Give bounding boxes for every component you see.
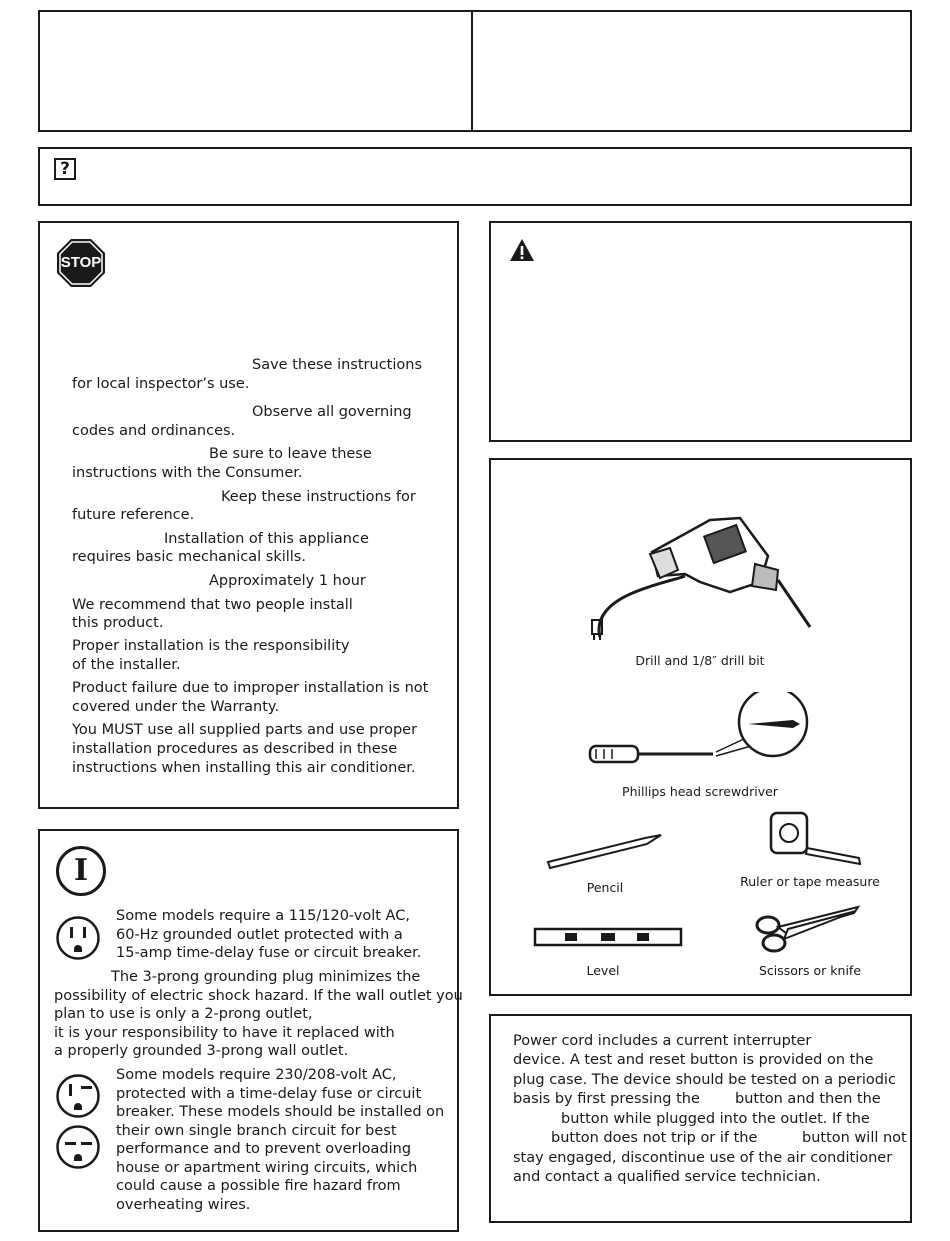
skill-level-line: requires basic mechanical skills.: [72, 549, 306, 565]
power-cord-line-4b: button and then the: [735, 1091, 881, 1107]
power-cord-line-3: plug case. The device should be tested on a periodic: [513, 1072, 896, 1088]
power-230v-line-8: overheating wires.: [116, 1197, 251, 1213]
keep-instructions-tail: Keep these instructions for: [221, 489, 416, 505]
scissors-label: Scissors or knife: [758, 963, 862, 978]
power-230v-line-3: breaker. These models should be installed on: [116, 1104, 445, 1120]
must-use-line-2: installation procedures as described in these: [72, 741, 398, 757]
questions-box: [38, 147, 912, 206]
grounding-line-1: The 3-prong grounding plug minimizes the: [111, 969, 421, 985]
power-cord-line-7: stay engaged, discontinue use of the air conditioner: [513, 1150, 893, 1166]
power-cord-line-2: device. A test and reset button is provided on the: [513, 1052, 874, 1068]
scissors-icon: [752, 905, 862, 955]
screwdriver-label: Phillips head screwdriver: [622, 784, 778, 799]
power-230v-line-5: performance and to prevent overloading: [116, 1141, 412, 1157]
level-label: Level: [586, 963, 620, 978]
screwdriver-icon: [588, 692, 813, 767]
power-115v-line-1: Some models require a 115/120-volt AC,: [116, 908, 410, 924]
grounding-line-3: plan to use is only a 2-prong outlet,: [54, 1006, 313, 1022]
drill-label: Drill and 1/8″ drill bit: [635, 653, 765, 668]
responsibility-line-2: of the installer.: [72, 657, 181, 673]
observe-codes-tail: Observe all governing: [252, 404, 412, 420]
drill-icon: [590, 512, 815, 642]
failure-line-1: Product failure due to improper installation is not: [72, 680, 429, 696]
header-box-left: [38, 10, 474, 132]
power-230v-line-7: could cause a possible fire hazard from: [116, 1178, 401, 1194]
skill-level-tail: Installation of this appliance: [164, 531, 369, 547]
question-mark-glyph: ?: [60, 159, 70, 179]
completion-time-tail: Approximately 1 hour: [209, 573, 366, 589]
info-i-icon: [56, 846, 106, 896]
warning-triangle-icon: [509, 238, 535, 262]
grounding-line-4: it is your responsibility to have it replaced with: [54, 1025, 395, 1041]
leave-instructions-tail: Be sure to leave these: [209, 446, 372, 462]
tape-measure-icon: [766, 810, 866, 868]
header-box-right: [471, 10, 912, 132]
outlet-208v-icon: [55, 1124, 101, 1170]
info-i-glyph: I: [73, 853, 89, 888]
two-people-line-2: this product.: [72, 615, 164, 631]
two-people-line-1: We recommend that two people install: [72, 597, 353, 613]
power-cord-line-6b: button will not: [802, 1130, 907, 1146]
power-230v-line-1: Some models require 230/208-volt AC,: [116, 1067, 397, 1083]
save-instructions-tail: Save these instructions: [252, 357, 422, 373]
outlet-115v-icon: [55, 915, 101, 961]
power-cord-line-8: and contact a qualified service technician.: [513, 1169, 821, 1185]
tape-measure-label: Ruler or tape measure: [740, 874, 880, 889]
keep-instructions-line: future reference.: [72, 507, 195, 523]
power-230v-line-6: house or apartment wiring circuits, which: [116, 1160, 418, 1176]
power-230v-line-4: their own single branch circuit for best: [116, 1123, 397, 1139]
question-mark-icon: [54, 158, 76, 180]
pencil-label: Pencil: [586, 880, 624, 895]
power-115v-line-3: 15-amp time-delay fuse or circuit breaker.: [116, 945, 422, 961]
responsibility-line-1: Proper installation is the responsibility: [72, 638, 350, 654]
stop-sign-text: STOP: [60, 254, 102, 271]
power-cord-line-5: button while plugged into the outlet. If the: [561, 1111, 870, 1127]
leave-instructions-line: instructions with the Consumer.: [72, 465, 303, 481]
power-230v-line-2: protected with a time-delay fuse or circuit: [116, 1086, 422, 1102]
must-use-line-3: instructions when installing this air conditioner.: [72, 760, 416, 776]
grounding-line-2: possibility of electric shock hazard. If the wall outlet you: [54, 988, 463, 1004]
power-115v-line-2: 60-Hz grounded outlet protected with a: [116, 927, 403, 943]
power-cord-line-1: Power cord includes a current interrupter: [513, 1033, 812, 1049]
power-cord-line-4a: basis by first pressing the: [513, 1091, 700, 1107]
outlet-230v-icon: [55, 1073, 101, 1119]
failure-line-2: covered under the Warranty.: [72, 699, 280, 715]
must-use-line-1: You MUST use all supplied parts and use proper: [72, 722, 418, 738]
observe-codes-line: codes and ordinances.: [72, 423, 236, 439]
warning-box: [489, 221, 912, 442]
save-instructions-line: for local inspector’s use.: [72, 376, 250, 392]
grounding-line-5: a properly grounded 3-prong wall outlet.: [54, 1043, 349, 1059]
stop-sign-icon: [56, 238, 106, 288]
level-icon: [533, 925, 683, 949]
power-cord-line-6a: button does not trip or if the: [551, 1130, 758, 1146]
pencil-icon: [545, 832, 665, 872]
